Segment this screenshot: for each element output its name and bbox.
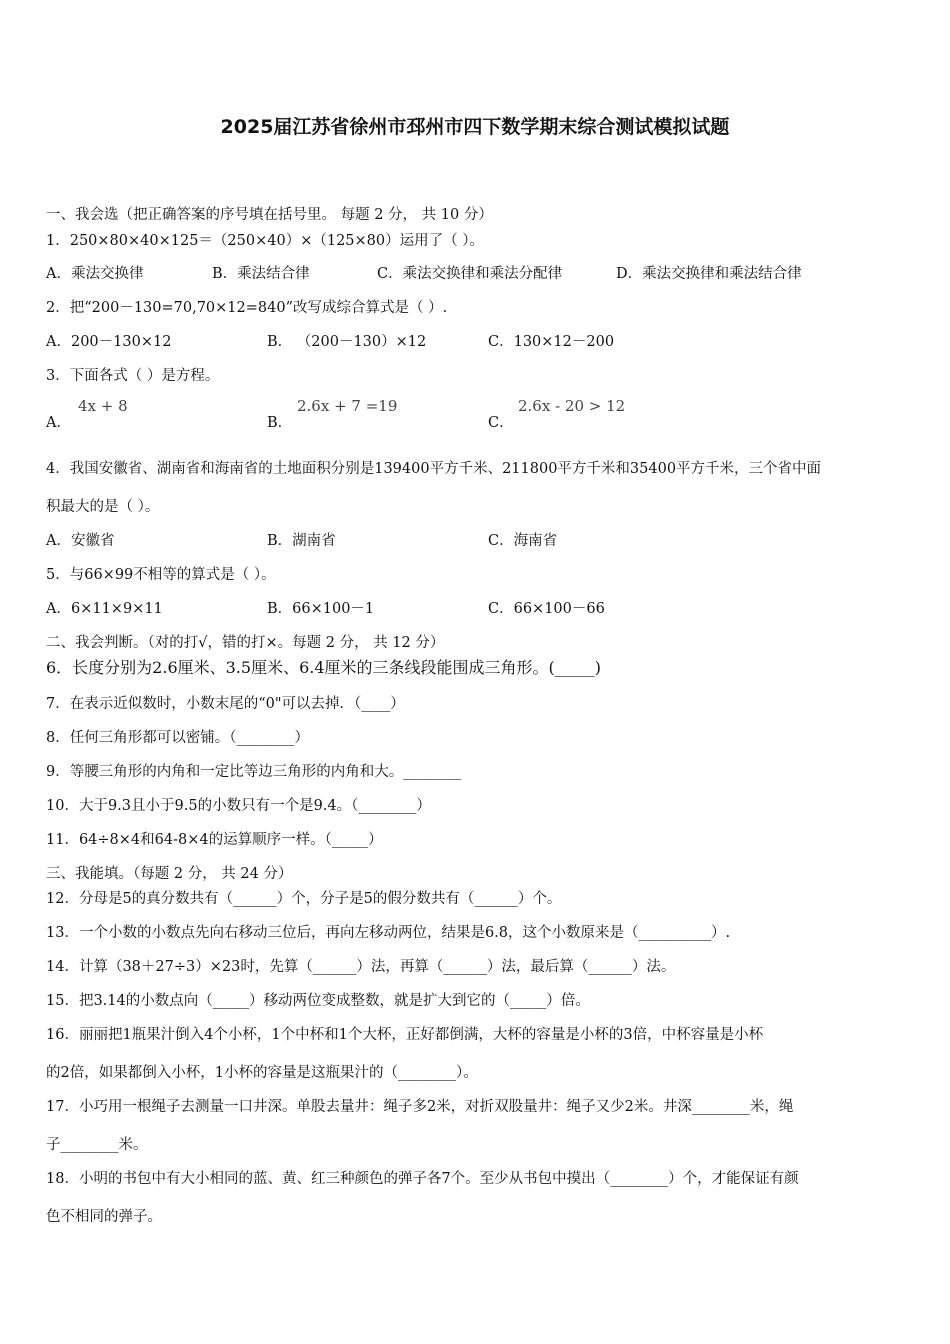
question-4-line-1: 4．我国安徽省、湖南省和海南省的土地面积分别是139400平方千米、211800平方千米和35400平方千米，三个省中面 (46, 461, 822, 477)
question-6: 6．长度分别为2.6厘米、3.5厘米、6.4厘米的三条线段能围成三角形。(_____) (46, 658, 602, 677)
q3-option-c: C． (488, 415, 514, 431)
q3-expression-a: 4x + 8 (78, 397, 128, 415)
question-11: 11．64÷8×4和64-8×4的运算顺序一样。（_____） (46, 832, 383, 848)
q1-option-c: C．乘法交换律和乘法分配律 (377, 266, 563, 282)
q4-option-b: B．湖南省 (267, 533, 336, 549)
q5-option-b: B．66×100－1 (267, 601, 375, 617)
q2-option-c: C．130×12－200 (488, 334, 615, 350)
q5-option-a: A．6×11×9×11 (46, 601, 163, 617)
question-17-line-1: 17．小巧用一根绳子去测量一口井深。单股去量井：绳子多2米，对折双股量井：绳子又少2米。井深________米，绳 (46, 1099, 794, 1115)
q3-option-b: B． (267, 415, 293, 431)
question-2: 2．把“200－130=70,70×12=840”改写成综合算式是（ ）. (46, 300, 448, 316)
question-12: 12．分母是5的真分数共有（______）个，分子是5的假分数共有（______）个。 (46, 891, 562, 907)
question-18-line-2: 色不相同的弹子。 (46, 1209, 162, 1225)
q2-option-b: B． （200－130）×12 (267, 334, 427, 350)
q2-option-a: A．200－130×12 (46, 334, 172, 350)
section-3-heading: 三、我能填。（每题 2 分， 共 24 分） (46, 866, 293, 882)
section-1-heading: 一、我会选（把正确答案的序号填在括号里。 每题 2 分， 共 10 分） (46, 207, 493, 223)
question-4-line-2: 积最大的是（ ）。 (46, 499, 160, 515)
q1-option-d: D．乘法交换律和乘法结合律 (616, 266, 802, 282)
q5-option-c: C．66×100－66 (488, 601, 605, 617)
question-8: 8．任何三角形都可以密铺。（________） (46, 730, 309, 746)
question-7: 7．在表示近似数时，小数末尾的“0"可以去掉．（____） (46, 696, 405, 712)
q1-option-b: B．乘法结合律 (212, 266, 310, 282)
question-15: 15．把3.14的小数点向（_____）移动两位变成整数，就是扩大到它的（_____）倍。 (46, 993, 590, 1009)
q3-option-a: A． (46, 415, 71, 431)
question-9: 9．等腰三角形的内角和一定比等边三角形的内角和大。________ (46, 764, 462, 780)
question-5: 5．与66×99不相等的算式是（ ）。 (46, 567, 276, 583)
q4-option-c: C．海南省 (488, 533, 558, 549)
question-3: 3．下面各式（ ）是方程。 (46, 368, 220, 384)
question-14: 14．计算（38＋27÷3）×23时，先算（______）法，再算（______）法，最后算（______）法。 (46, 959, 676, 975)
q4-option-a: A．安徽省 (46, 533, 115, 549)
question-16-line-1: 16．丽丽把1瓶果汁倒入4个小杯，1个中杯和1个大杯，正好都倒满，大杯的容量是小杯的3倍，中杯容量是小杯 (46, 1027, 764, 1043)
question-10: 10．大于9.3且小于9.5的小数只有一个是9.4。（________） (46, 798, 431, 814)
question-16-line-2: 的2倍，如果都倒入小杯，1小杯的容量是这瓶果汁的（________）。 (46, 1065, 478, 1081)
question-18-line-1: 18．小明的书包中有大小相同的蓝、黄、红三种颜色的弹子各7个。至少从书包中摸出（________）个，才能保证有颜 (46, 1171, 799, 1187)
q3-expression-b: 2.6x + 7 =19 (297, 397, 398, 415)
question-1: 1．250×80×40×125＝（250×40）×（125×80）运用了（ ）。 (46, 233, 484, 249)
question-17-line-2: 子________米。 (46, 1137, 148, 1153)
section-2-heading: 二、我会判断。（对的打√，错的打×。每题 2 分， 共 12 分） (46, 635, 445, 651)
question-13: 13．一个小数的小数点先向右移动三位后，再向左移动两位，结果是6.8，这个小数原来是（__________）. (46, 925, 731, 941)
q1-option-a: A．乘法交换律 (46, 266, 144, 282)
q3-expression-c: 2.6x - 20 > 12 (518, 397, 626, 415)
page-title: 2025届江苏省徐州市邳州市四下数学期末综合测试模拟试题 (220, 116, 730, 138)
